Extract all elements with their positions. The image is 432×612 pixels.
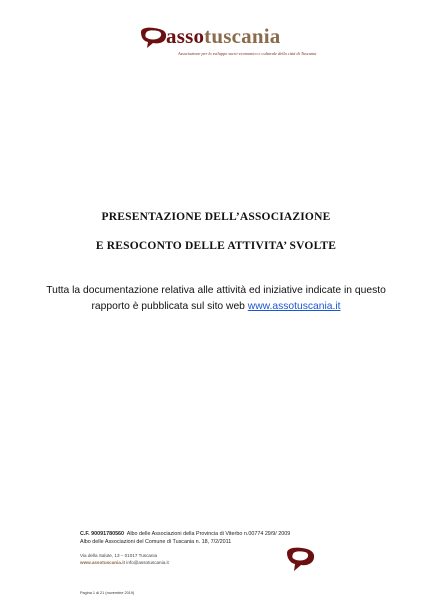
footer-fiscal-code: C.F. 90091780560	[80, 531, 125, 537]
footer-website[interactable]: www.assotuscania.it	[80, 560, 126, 565]
footer-albo-provincia: Albo delle Associazioni della Provincia di Viterbo n.00774 29/9/ 2009	[126, 531, 291, 537]
logo-wordmark-part1: asso	[166, 24, 205, 48]
logo-wordmark-part2: tuscania	[204, 24, 281, 48]
body-paragraph	[30, 283, 402, 315]
footer-speech-bubble-logo-icon	[284, 545, 318, 573]
header-logo	[138, 22, 318, 70]
footer-email[interactable]: info@assotuscania.it	[126, 560, 169, 565]
footer-albo-comune: Albo delle Associazioni del Comune di Tuscania n. 18, 7/2/2011	[80, 539, 232, 545]
logo-tagline: Associazione per lo sviluppo socio-economico e culturale della città di Tuscania	[178, 51, 317, 56]
footer-address: Via della Salute, 13 – 01017 Tuscania	[80, 553, 158, 558]
body-text-line2: rapporto è pubblicata sul sito web	[91, 301, 248, 312]
footer-registry	[80, 530, 380, 546]
document-title-line1: PRESENTAZIONE DELL’ASSOCIAZIONE	[101, 211, 331, 223]
document-title-line2: E RESOCONTO DELLE ATTIVITA’ SVOLTE	[95, 240, 337, 252]
footer-address-block	[80, 552, 169, 566]
body-text-line1: Tutta la documentazione relativa alle attività ed iniziative indicate in questo	[46, 285, 386, 296]
website-link[interactable]: www.assotuscania.it	[247, 301, 341, 312]
page-number: Pagina 1 di 21 (novembre 2019)	[80, 591, 135, 595]
logo-wordmark	[166, 26, 280, 47]
